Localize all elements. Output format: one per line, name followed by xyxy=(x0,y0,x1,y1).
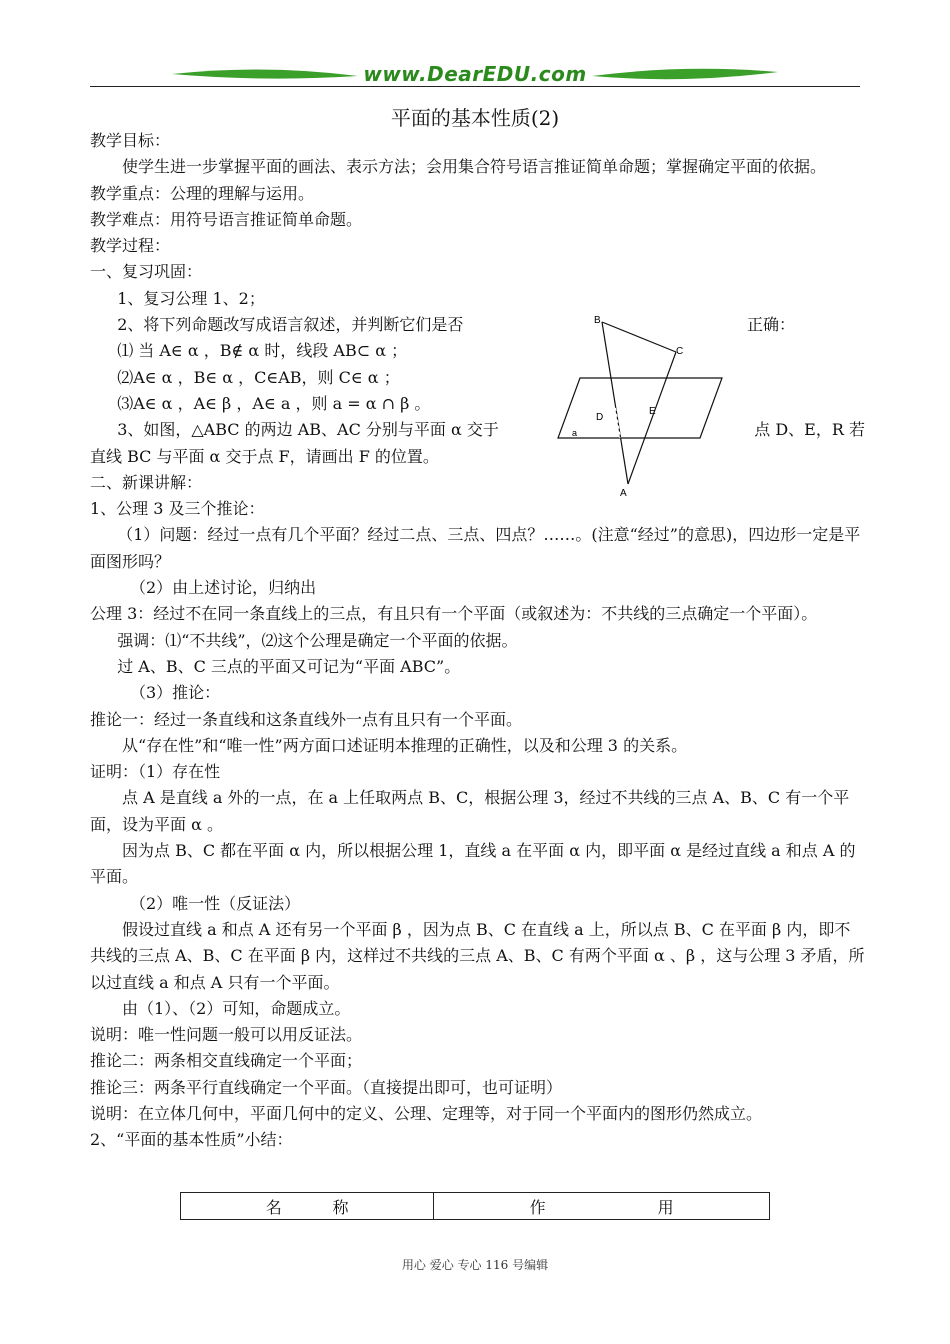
line-ba xyxy=(602,322,628,484)
heading-process: 教学过程： xyxy=(90,236,171,256)
proposition-3: ⑶A∈ α ，A∈ β ，A∈ a ，则 a = α ∩ β 。 xyxy=(117,393,431,413)
existence-para-1: 点 A 是直线 a 外的一点，在 a 上任取两点 B、C，根据公理 3，经过不共线的三点 A、B、C 有一个平面，设为平面 α 。 xyxy=(90,788,850,834)
header-rule xyxy=(90,86,860,87)
page-title: 平面的基本性质(2) xyxy=(390,106,560,130)
note-solid-geometry: 说明：在立体几何中，平面几何中的定义、公理、定理等，对于同一个平面内的图形仍然成立。 xyxy=(90,1103,763,1123)
hidden-segment-d xyxy=(615,408,620,438)
section-review: 一、复习巩固： xyxy=(90,262,203,282)
label-c: C xyxy=(676,346,684,357)
plane-alpha xyxy=(558,378,722,438)
proposition-1: ⑴ 当 A∈ α ，B∉ α 时，线段 AB⊂ α ； xyxy=(117,341,408,361)
page-footer: 用心 爱心 专心 116 号编辑 xyxy=(401,1258,549,1272)
document-body xyxy=(90,128,865,1154)
emphasis-line: 强调：⑴“不共线”，⑵这个公理是确定一个平面的依据。 xyxy=(117,630,518,650)
key-point: 教学重点：公理的理解与运用。 xyxy=(90,183,315,203)
label-a: A xyxy=(620,488,627,499)
corollary-2: 推论二：两条相交直线确定一个平面； xyxy=(90,1051,363,1071)
review-item-3-right: 点 D、E，R 若 xyxy=(754,420,865,440)
summary-heading: 2、“平面的基本性质”小结： xyxy=(90,1130,293,1150)
proof-existence: 证明：（1）存在性 xyxy=(90,762,221,782)
corollary-1: 推论一：经过一条直线和这条直线外一点有且只有一个平面。 xyxy=(90,709,523,729)
review-item-1: 1、复习公理 1、2； xyxy=(117,288,265,308)
axiom-3: 公理 3：经过不在同一条直线上的三点，有且只有一个平面（或叙述为：不共线的三点确定一个平面）。 xyxy=(90,604,818,624)
difficult-point: 教学难点：用符号语言推证简单命题。 xyxy=(90,209,363,229)
proposition-2: ⑵A∈ α ，B∈ α ，C∈AB，则 C∈ α ； xyxy=(117,367,400,387)
heading-objectives: 教学目标： xyxy=(90,131,171,150)
header-function: 作 用 xyxy=(434,1193,770,1220)
line-ca xyxy=(628,352,676,484)
label-b: B xyxy=(594,315,601,326)
proof-instruction: 从“存在性”和“唯一性”两方面口述证明本推理的正确性，以及和公理 3 的关系。 xyxy=(122,735,688,755)
table-header-row xyxy=(181,1193,770,1220)
corollary-heading: （3）推论： xyxy=(130,683,221,703)
review-item-2 xyxy=(90,312,865,338)
uniqueness-para: 假设过直线 a 和点 A 还有另一个平面 β ，因为点 B、C 在直线 a 上，所以点 B、C 在平面 β 内，即不共线的三点 A、B、C 在平面 β 内，这样过不共线的三点 A、B、C 有两个平面 α 、β ，这与公理 3 矛盾，所以过直线 a 和点 A 只有一个平面。 xyxy=(90,919,865,992)
review-item-2-left: 2、将下列命题改写成语言叙述，并判断它们是否 xyxy=(117,315,464,335)
label-alpha: a xyxy=(572,428,578,438)
induction-line: （2）由上述讨论，归纳出 xyxy=(130,578,317,598)
objectives-text: 使学生进一步掌握平面的画法、表示方法；会用集合符号语言推证简单命题；掌握确定平面的依据。 xyxy=(122,157,827,177)
label-e: E xyxy=(649,406,656,417)
triangle-plane-figure xyxy=(552,308,730,508)
question-paragraph: （1）问题：经过一点有几个平面？经过二点、三点、四点？……。(注意“经过”的意思)，四边形一定是平面图形吗？ xyxy=(90,525,861,571)
review-item-3-cont: 直线 BC 与平面 α 交于点 F，请画出 F 的位置。 xyxy=(90,446,439,466)
header-name: 名 称 xyxy=(181,1193,434,1220)
axiom3-heading: 1、公理 3 及三个推论： xyxy=(90,499,265,519)
right-swoosh-icon xyxy=(590,64,780,84)
site-header xyxy=(90,60,860,92)
corollary-3: 推论三：两条平行直线确定一个平面。（直接提出即可，也可证明） xyxy=(90,1077,563,1097)
existence-para-2: 因为点 B、C 都在平面 α 内，所以根据公理 1，直线 a 在平面 α 内，即平面 α 是经过直线 a 和点 A 的平面。 xyxy=(90,841,856,887)
review-item-3-left: 3、如图，△ABC 的两边 AB、AC 分别与平面 α 交于 xyxy=(117,420,499,440)
proof-uniqueness: （2）唯一性（反证法） xyxy=(130,893,301,913)
section-new: 二、新课讲解： xyxy=(90,472,203,492)
label-d: D xyxy=(596,412,604,423)
summary-table xyxy=(180,1192,770,1220)
review-item-3 xyxy=(90,417,865,443)
plane-abc-note: 过 A、B、C 三点的平面又可记为“平面 ABC”。 xyxy=(117,656,461,676)
review-item-2-right: 正确： xyxy=(746,315,795,335)
conclusion: 由（1）、（2）可知，命题成立。 xyxy=(122,998,351,1018)
site-brand: www.DearEDU.com xyxy=(363,62,587,86)
note-contradiction: 说明：唯一性问题一般可以用反证法。 xyxy=(90,1025,363,1045)
line-bc xyxy=(602,322,676,352)
